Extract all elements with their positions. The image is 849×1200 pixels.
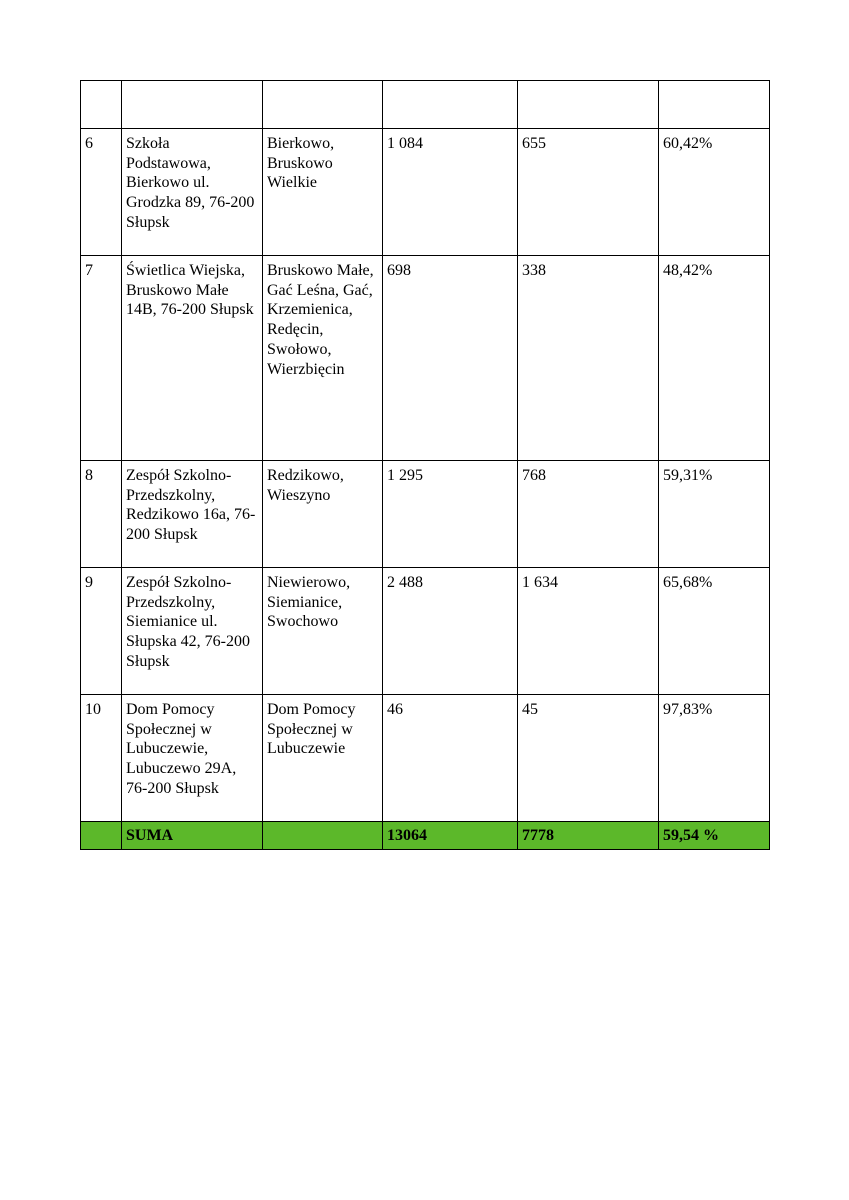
table-row: [81, 129, 770, 256]
table-row: [81, 81, 770, 129]
sum-eligible: 13064: [383, 822, 518, 850]
cell-turnout: 59,31%: [659, 461, 770, 568]
cell-eligible: 1 084: [383, 129, 518, 256]
cell-eligible: 1 295: [383, 461, 518, 568]
cell-number: 8: [81, 461, 122, 568]
cell-area: Bierkowo, Bruskowo Wielkie: [263, 129, 383, 256]
cell-eligible: [383, 81, 518, 129]
cell-location: Świetlica Wiejska, Bruskowo Małe 14B, 76-200 Słupsk: [122, 256, 263, 461]
table-row: [81, 461, 770, 568]
table-row: [81, 568, 770, 695]
cell-location: Szkoła Podstawowa, Bierkowo ul. Grodzka 89, 76-200 Słupsk: [122, 129, 263, 256]
cell-eligible: 46: [383, 695, 518, 822]
cell-number: 9: [81, 568, 122, 695]
table-row: [81, 256, 770, 461]
sum-cell-area: [263, 822, 383, 850]
cell-turnout: 48,42%: [659, 256, 770, 461]
cell-voted: 768: [518, 461, 659, 568]
cell-eligible: 698: [383, 256, 518, 461]
cell-location: [122, 81, 263, 129]
cell-voted: 1 634: [518, 568, 659, 695]
table-row: [81, 695, 770, 822]
cell-area: [263, 81, 383, 129]
cell-turnout: 65,68%: [659, 568, 770, 695]
sum-cell-number: [81, 822, 122, 850]
cell-location: Zespół Szkolno-Przedszkolny, Redzikowo 16a, 76-200 Słupsk: [122, 461, 263, 568]
cell-voted: 338: [518, 256, 659, 461]
cell-voted: 45: [518, 695, 659, 822]
cell-voted: [518, 81, 659, 129]
cell-turnout: 60,42%: [659, 129, 770, 256]
cell-voted: 655: [518, 129, 659, 256]
sum-turnout: 59,54 %: [659, 822, 770, 850]
cell-number: 10: [81, 695, 122, 822]
cell-eligible: 2 488: [383, 568, 518, 695]
cell-area: Redzikowo, Wieszyno: [263, 461, 383, 568]
sum-row: [81, 822, 770, 850]
cell-turnout: 97,83%: [659, 695, 770, 822]
cell-number: 7: [81, 256, 122, 461]
sum-voted: 7778: [518, 822, 659, 850]
cell-location: Dom Pomocy Społecznej w Lubuczewie, Lubuczewo 29A, 76-200 Słupsk: [122, 695, 263, 822]
results-table: [80, 80, 770, 850]
cell-turnout: [659, 81, 770, 129]
cell-location: Zespół Szkolno-Przedszkolny, Siemianice ul. Słupska 42, 76-200 Słupsk: [122, 568, 263, 695]
sum-label: SUMA: [122, 822, 263, 850]
cell-area: Bruskowo Małe, Gać Leśna, Gać, Krzemienica, Redęcin, Swołowo, Wierzbięcin: [263, 256, 383, 461]
cell-number: [81, 81, 122, 129]
cell-area: Dom Pomocy Społecznej w Lubuczewie: [263, 695, 383, 822]
cell-number: 6: [81, 129, 122, 256]
cell-area: Niewierowo, Siemianice, Swochowo: [263, 568, 383, 695]
